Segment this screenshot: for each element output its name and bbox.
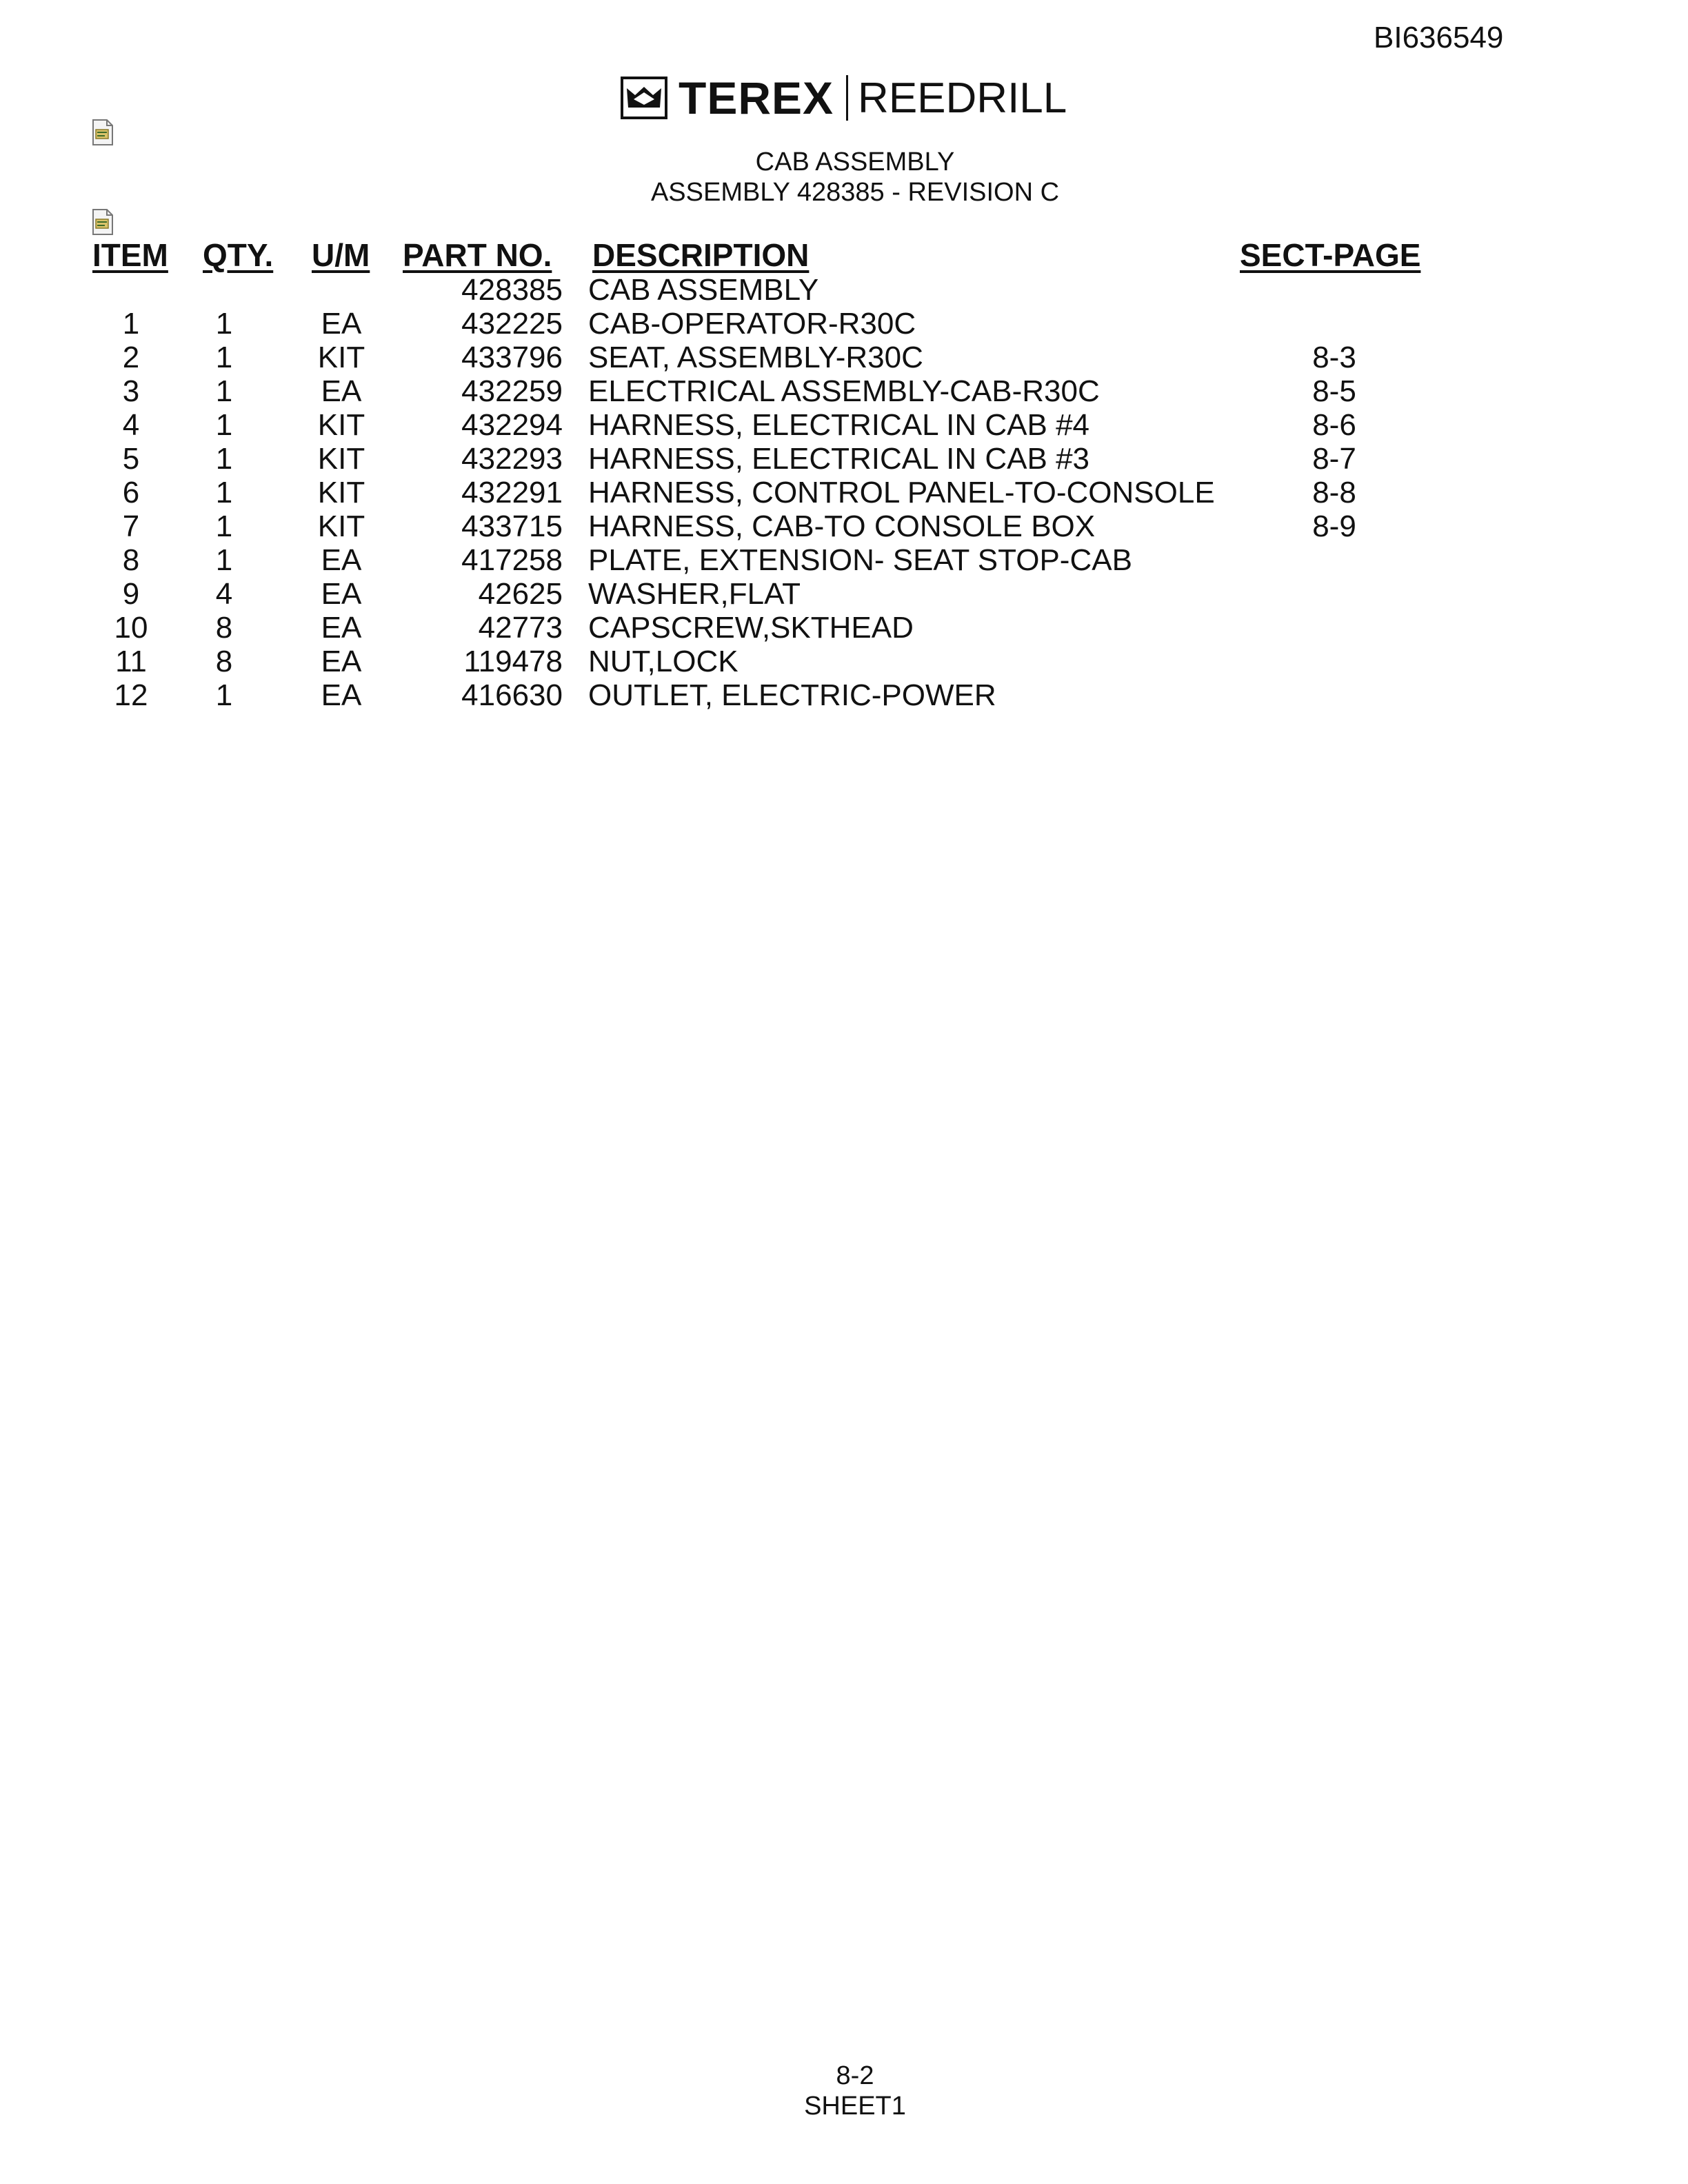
table-row bbox=[0, 577, 1688, 611]
table-row bbox=[0, 408, 1688, 442]
table-row bbox=[0, 374, 1688, 408]
document-subtitle: ASSEMBLY 428385 - REVISION C bbox=[650, 178, 1060, 207]
cell-part-no: 432291 bbox=[461, 476, 563, 509]
cell-qty: 1 bbox=[215, 341, 233, 374]
cell-item: 7 bbox=[122, 509, 140, 543]
cell-qty: 1 bbox=[215, 442, 233, 476]
brand-name: TEREX bbox=[679, 72, 834, 123]
brand-product-line: REEDRILL bbox=[858, 74, 1067, 122]
table-row bbox=[0, 476, 1688, 509]
cell-description: HARNESS, ELECTRICAL IN CAB #4 bbox=[588, 408, 1090, 442]
cell-item: 11 bbox=[115, 645, 147, 678]
cell-sect-page: 8-6 bbox=[1312, 408, 1356, 442]
cell-part-no: 433715 bbox=[461, 509, 563, 543]
cell-sect-page: 8-8 bbox=[1312, 476, 1356, 509]
table-row bbox=[0, 611, 1688, 645]
column-header-part-no: PART NO. bbox=[403, 237, 552, 273]
cell-description: PLATE, EXTENSION- SEAT STOP-CAB bbox=[588, 543, 1132, 577]
table-row bbox=[0, 341, 1688, 374]
cell-description: WASHER,FLAT bbox=[588, 577, 801, 611]
cell-um: KIT bbox=[317, 509, 365, 543]
cell-qty: 1 bbox=[215, 509, 233, 543]
cell-um: EA bbox=[321, 645, 362, 678]
cell-description: OUTLET, ELECTRIC-POWER bbox=[588, 678, 996, 712]
cell-qty: 4 bbox=[215, 577, 233, 611]
cell-item: 9 bbox=[122, 577, 140, 611]
cell-sect-page: 8-9 bbox=[1312, 509, 1356, 543]
cell-item: 2 bbox=[122, 341, 140, 374]
table-row bbox=[0, 307, 1688, 341]
terex-reedrill-logo bbox=[621, 72, 1067, 124]
cell-um: EA bbox=[321, 678, 362, 712]
document-id: BI636549 bbox=[1374, 21, 1504, 54]
cell-part-no: 432293 bbox=[461, 442, 563, 476]
cell-description: CAPSCREW,SKTHEAD bbox=[588, 611, 914, 645]
cell-qty: 1 bbox=[215, 678, 233, 712]
cell-description: CAB-OPERATOR-R30C bbox=[588, 307, 916, 341]
cell-description: CAB ASSEMBLY bbox=[588, 273, 819, 307]
cell-um: KIT bbox=[317, 476, 365, 509]
cell-part-no: 416630 bbox=[461, 678, 563, 712]
terex-crown-logo-icon bbox=[621, 77, 667, 119]
cell-qty: 8 bbox=[215, 645, 233, 678]
cell-item: 3 bbox=[122, 374, 140, 408]
page-number: 8-2 bbox=[836, 2061, 874, 2090]
cell-item: 4 bbox=[122, 408, 140, 442]
cell-um: EA bbox=[321, 611, 362, 645]
cell-item: 5 bbox=[122, 442, 140, 476]
sheet-label: SHEET1 bbox=[804, 2092, 906, 2121]
cell-sect-page: 8-5 bbox=[1312, 374, 1356, 408]
cell-item: 8 bbox=[122, 543, 140, 577]
cell-item: 1 bbox=[122, 307, 140, 341]
cell-part-no: 432259 bbox=[461, 374, 563, 408]
table-row bbox=[0, 273, 1688, 307]
cell-item: 6 bbox=[122, 476, 140, 509]
cell-description: NUT,LOCK bbox=[588, 645, 738, 678]
table-row bbox=[0, 543, 1688, 577]
cell-um: EA bbox=[321, 577, 362, 611]
cell-qty: 1 bbox=[215, 408, 233, 442]
cell-um: KIT bbox=[317, 442, 365, 476]
cell-item: 10 bbox=[114, 611, 148, 645]
cell-description: ELECTRICAL ASSEMBLY-CAB-R30C bbox=[588, 374, 1100, 408]
cell-qty: 1 bbox=[215, 476, 233, 509]
cell-um: EA bbox=[321, 307, 362, 341]
cell-sect-page: 8-7 bbox=[1312, 442, 1356, 476]
cell-part-no: 417258 bbox=[461, 543, 563, 577]
cell-description: HARNESS, ELECTRICAL IN CAB #3 bbox=[588, 442, 1090, 476]
cell-qty: 1 bbox=[215, 374, 233, 408]
cell-qty: 8 bbox=[215, 611, 233, 645]
cell-qty: 1 bbox=[215, 307, 233, 341]
cell-um: EA bbox=[321, 543, 362, 577]
column-header-sect-page: SECT-PAGE bbox=[1240, 237, 1421, 273]
cell-sect-page: 8-3 bbox=[1312, 341, 1356, 374]
column-header-item: ITEM bbox=[92, 237, 168, 273]
cell-description: HARNESS, CAB-TO CONSOLE BOX bbox=[588, 509, 1096, 543]
logo-divider bbox=[846, 75, 848, 121]
cell-part-no: 428385 bbox=[461, 273, 563, 307]
cell-um: EA bbox=[321, 374, 362, 408]
column-header-qty: QTY. bbox=[203, 237, 274, 273]
cell-part-no: 433796 bbox=[461, 341, 563, 374]
cell-item: 12 bbox=[114, 678, 148, 712]
cell-um: KIT bbox=[317, 341, 365, 374]
cell-description: SEAT, ASSEMBLY-R30C bbox=[588, 341, 923, 374]
table-row bbox=[0, 509, 1688, 543]
document-title: CAB ASSEMBLY bbox=[755, 148, 955, 176]
cell-part-no: 42773 bbox=[478, 611, 563, 645]
parts-list bbox=[0, 273, 1688, 712]
embedded-file-icon[interactable] bbox=[91, 208, 114, 236]
table-row bbox=[0, 645, 1688, 678]
table-row bbox=[0, 442, 1688, 476]
cell-part-no: 119478 bbox=[463, 645, 563, 678]
cell-part-no: 42625 bbox=[478, 577, 563, 611]
embedded-file-icon[interactable] bbox=[91, 119, 114, 146]
column-header-description: DESCRIPTION bbox=[592, 237, 810, 273]
cell-description: HARNESS, CONTROL PANEL-TO-CONSOLE bbox=[588, 476, 1215, 509]
cell-part-no: 432225 bbox=[461, 307, 563, 341]
cell-part-no: 432294 bbox=[461, 408, 563, 442]
column-header-um: U/M bbox=[312, 237, 370, 273]
table-row bbox=[0, 678, 1688, 712]
cell-um: KIT bbox=[317, 408, 365, 442]
cell-qty: 1 bbox=[215, 543, 233, 577]
